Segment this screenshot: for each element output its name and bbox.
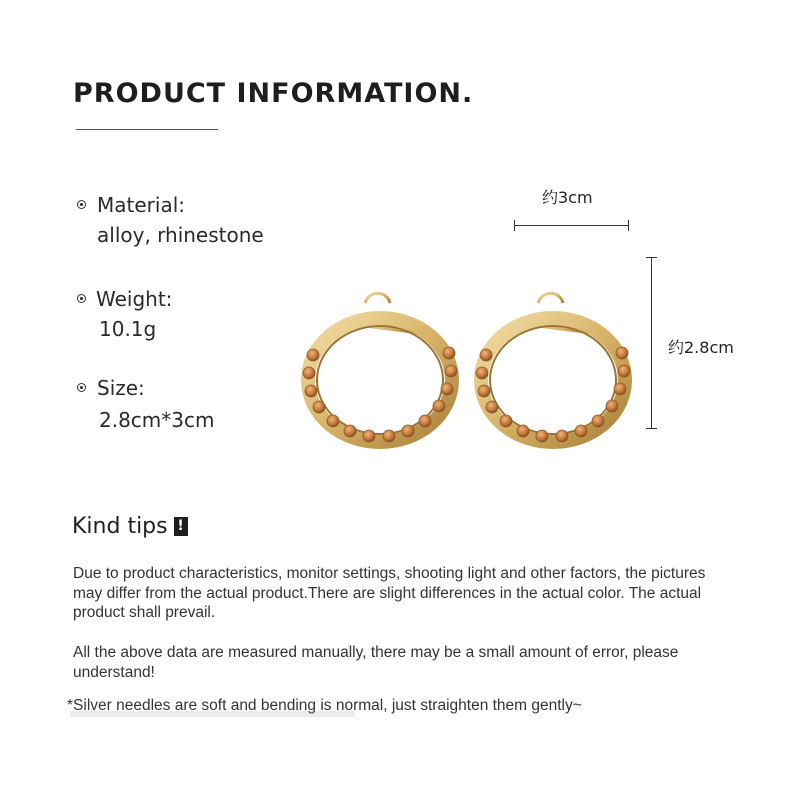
title-divider: [76, 129, 218, 130]
height-dimension-tick: [646, 428, 657, 429]
bullet-icon: [77, 383, 86, 392]
height-dimension-line: [651, 257, 652, 429]
needle-note: *Silver needles are soft and bending is normal, just straighten them gently~: [67, 697, 582, 714]
measurement-paragraph: All the above data are measured manually, there may be a small amount of error, please understand!: [73, 644, 679, 681]
spec-value-weight: 10.1g: [99, 317, 157, 341]
disclaimer-paragraph: Due to product characteristics, monitor settings, shooting light and other factors, the pictures may differ from the actual product.There are slight differences in the actual color. The actual product shall prevail.: [73, 565, 706, 621]
earring-right: [476, 293, 630, 442]
width-dimension-line: [514, 225, 629, 226]
bullet-icon: [77, 294, 86, 303]
bullet-icon: [77, 200, 86, 209]
exclamation-icon: !: [174, 517, 188, 536]
spec-value-size: 2.8cm*3cm: [99, 408, 215, 432]
kind-tips-heading: [72, 514, 188, 539]
spec-label-material: Material:: [97, 193, 185, 217]
spec-label-weight: Weight:: [96, 287, 173, 311]
kind-tips-title: Kind tips: [72, 514, 168, 539]
height-dimension-label: 约2.8cm: [668, 338, 734, 357]
width-dimension-tick: [514, 220, 515, 231]
hoop-earrings-image: [295, 285, 645, 455]
width-dimension-label: 约3cm: [542, 188, 593, 207]
earring-left: [303, 293, 457, 442]
spec-value-material: alloy, rhinestone: [97, 223, 264, 247]
width-dimension-tick: [628, 220, 629, 231]
height-dimension-tick: [646, 257, 657, 258]
spec-label-size: Size:: [97, 376, 145, 400]
page-title: PRODUCT INFORMATION.: [73, 78, 474, 109]
